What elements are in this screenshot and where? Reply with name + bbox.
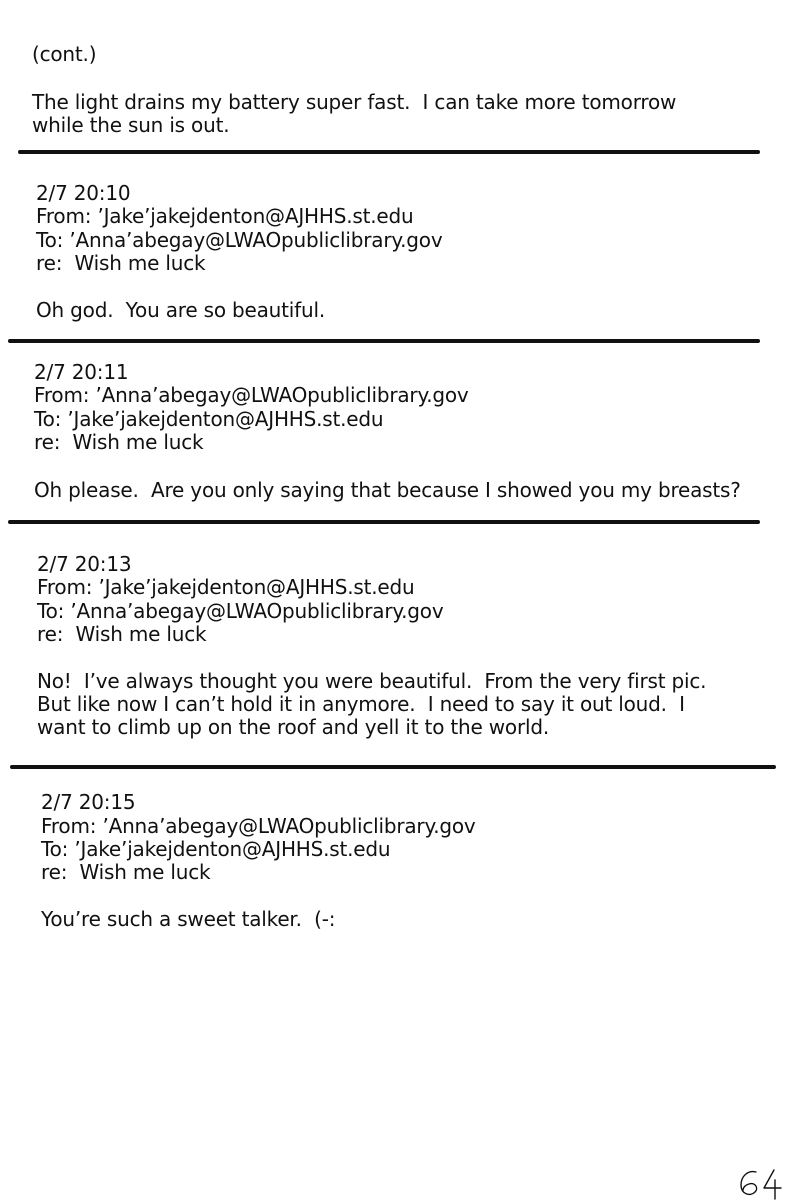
divider-rule [18,150,760,154]
divider-rule [10,765,776,769]
message-to: To: ’Anna’abegay@LWAOpubliclibrary.gov [37,599,444,623]
header-body-line: The light drains my battery super fast. I can take more tomorrow [32,90,677,114]
message-from: From: ’Anna’abegay@LWAOpubliclibrary.gov [41,814,476,838]
handwritten-page-number [738,1166,782,1200]
message-body-line: want to climb up on the roof and yell it to the world. [37,715,549,739]
message-subject: re: Wish me luck [37,622,207,646]
message-timestamp: 2/7 20:13 [37,552,132,576]
message-subject: re: Wish me luck [34,430,204,454]
message-timestamp: 2/7 20:10 [36,181,131,205]
divider-rule [8,520,760,524]
message-to: To: ’Jake’jakejdenton@AJHHS.st.edu [34,407,384,431]
message-body-line: Oh god. You are so beautiful. [36,298,325,322]
message-subject: re: Wish me luck [41,860,211,884]
continued-marker: (cont.) [32,42,97,66]
message-from: From: ’Jake’jakejdenton@AJHHS.st.edu [37,575,415,599]
message-subject: re: Wish me luck [36,251,206,275]
message-body-line: But like now I can’t hold it in anymore. I need to say it out loud. I [37,692,685,716]
message-body-line: You’re such a sweet talker. (-: [41,907,336,931]
message-from: From: ’Anna’abegay@LWAOpubliclibrary.gov [34,383,469,407]
message-body-line: Oh please. Are you only saying that because I showed you my breasts? [34,478,741,502]
message-timestamp: 2/7 20:15 [41,790,136,814]
header-body-line: while the sun is out. [32,113,230,137]
message-from: From: ’Jake’jakejdenton@AJHHS.st.edu [36,204,414,228]
message-body-line: No! I’ve always thought you were beautiful. From the very first pic. [37,669,707,693]
message-to: To: ’Jake’jakejdenton@AJHHS.st.edu [41,837,391,861]
divider-rule [8,339,760,343]
message-to: To: ’Anna’abegay@LWAOpubliclibrary.gov [36,228,443,252]
message-timestamp: 2/7 20:11 [34,360,129,384]
